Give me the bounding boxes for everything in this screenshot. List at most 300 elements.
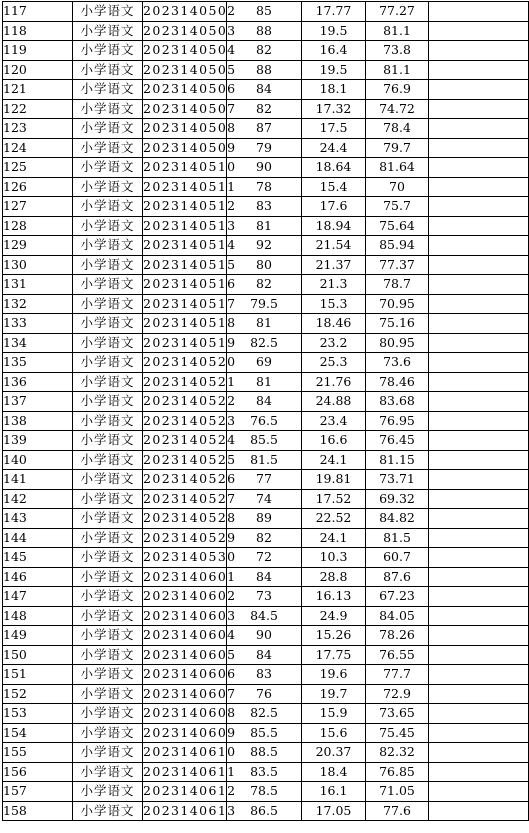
cell-interview-score: 16.1 [302, 782, 366, 802]
table-row [3, 216, 529, 236]
cell-candidate-id: 2023140513 [143, 216, 227, 236]
cell-remark [429, 177, 529, 197]
cell-remark [429, 431, 529, 451]
cell-serial-number: 151 [3, 665, 73, 685]
cell-interview-score: 24.1 [302, 450, 366, 470]
cell-remark [429, 411, 529, 431]
cell-subject: 小学语文 [73, 665, 143, 685]
cell-written-score: 79.5 [227, 294, 302, 314]
cell-written-score: 82 [227, 528, 302, 548]
cell-total-score: 85.94 [366, 236, 429, 256]
cell-candidate-id: 2023140601 [143, 567, 227, 587]
table-row [3, 158, 529, 178]
cell-remark [429, 216, 529, 236]
cell-serial-number: 155 [3, 743, 73, 763]
cell-written-score: 81 [227, 372, 302, 392]
cell-total-score: 77.27 [366, 2, 429, 22]
cell-subject: 小学语文 [73, 255, 143, 275]
cell-total-score: 81.1 [366, 60, 429, 80]
cell-interview-score: 15.26 [302, 626, 366, 646]
cell-written-score: 82 [227, 275, 302, 295]
cell-serial-number: 117 [3, 2, 73, 22]
table-row [3, 294, 529, 314]
cell-serial-number: 137 [3, 392, 73, 412]
score-table-body [3, 2, 529, 821]
cell-total-score: 67.23 [366, 587, 429, 607]
cell-subject: 小学语文 [73, 2, 143, 22]
cell-remark [429, 275, 529, 295]
table-row [3, 743, 529, 763]
cell-serial-number: 149 [3, 626, 73, 646]
cell-serial-number: 144 [3, 528, 73, 548]
cell-serial-number: 138 [3, 411, 73, 431]
cell-candidate-id: 2023140516 [143, 275, 227, 295]
cell-serial-number: 119 [3, 41, 73, 61]
cell-subject: 小学语文 [73, 548, 143, 568]
cell-total-score: 78.46 [366, 372, 429, 392]
cell-interview-score: 19.81 [302, 470, 366, 490]
cell-candidate-id: 2023140523 [143, 411, 227, 431]
cell-remark [429, 450, 529, 470]
cell-total-score: 77.6 [366, 801, 429, 821]
cell-serial-number: 145 [3, 548, 73, 568]
cell-interview-score: 24.1 [302, 528, 366, 548]
cell-subject: 小学语文 [73, 372, 143, 392]
cell-remark [429, 41, 529, 61]
cell-subject: 小学语文 [73, 80, 143, 100]
cell-written-score: 88.5 [227, 743, 302, 763]
cell-remark [429, 314, 529, 334]
cell-remark [429, 236, 529, 256]
cell-subject: 小学语文 [73, 684, 143, 704]
cell-candidate-id: 2023140609 [143, 723, 227, 743]
cell-candidate-id: 2023140605 [143, 645, 227, 665]
cell-total-score: 80.95 [366, 333, 429, 353]
table-row [3, 60, 529, 80]
cell-written-score: 82.5 [227, 333, 302, 353]
cell-serial-number: 130 [3, 255, 73, 275]
table-row [3, 645, 529, 665]
cell-serial-number: 124 [3, 138, 73, 158]
cell-interview-score: 16.4 [302, 41, 366, 61]
cell-serial-number: 147 [3, 587, 73, 607]
cell-interview-score: 18.94 [302, 216, 366, 236]
cell-interview-score: 25.3 [302, 353, 366, 373]
cell-serial-number: 154 [3, 723, 73, 743]
table-row [3, 801, 529, 821]
cell-candidate-id: 2023140506 [143, 80, 227, 100]
cell-subject: 小学语文 [73, 782, 143, 802]
table-row [3, 606, 529, 626]
table-row [3, 99, 529, 119]
cell-interview-score: 19.5 [302, 60, 366, 80]
cell-subject: 小学语文 [73, 431, 143, 451]
cell-total-score: 84.82 [366, 509, 429, 529]
cell-remark [429, 489, 529, 509]
cell-total-score: 76.85 [366, 762, 429, 782]
cell-total-score: 73.6 [366, 353, 429, 373]
cell-remark [429, 762, 529, 782]
cell-interview-score: 23.4 [302, 411, 366, 431]
cell-written-score: 84 [227, 645, 302, 665]
cell-candidate-id: 2023140507 [143, 99, 227, 119]
cell-total-score: 87.6 [366, 567, 429, 587]
cell-interview-score: 15.4 [302, 177, 366, 197]
cell-remark [429, 80, 529, 100]
cell-subject: 小学语文 [73, 314, 143, 334]
cell-serial-number: 126 [3, 177, 73, 197]
cell-serial-number: 134 [3, 333, 73, 353]
cell-interview-score: 19.7 [302, 684, 366, 704]
table-row [3, 528, 529, 548]
cell-serial-number: 157 [3, 782, 73, 802]
cell-candidate-id: 2023140612 [143, 782, 227, 802]
cell-candidate-id: 2023140613 [143, 801, 227, 821]
table-row [3, 782, 529, 802]
cell-written-score: 73 [227, 587, 302, 607]
cell-candidate-id: 2023140517 [143, 294, 227, 314]
cell-subject: 小学语文 [73, 392, 143, 412]
cell-subject: 小学语文 [73, 704, 143, 724]
cell-serial-number: 129 [3, 236, 73, 256]
cell-remark [429, 333, 529, 353]
cell-interview-score: 17.05 [302, 801, 366, 821]
cell-written-score: 88 [227, 21, 302, 41]
cell-written-score: 86.5 [227, 801, 302, 821]
cell-subject: 小学语文 [73, 762, 143, 782]
cell-total-score: 84.05 [366, 606, 429, 626]
cell-total-score: 69.32 [366, 489, 429, 509]
cell-serial-number: 118 [3, 21, 73, 41]
cell-written-score: 82.5 [227, 704, 302, 724]
cell-interview-score: 18.4 [302, 762, 366, 782]
table-row [3, 762, 529, 782]
cell-remark [429, 528, 529, 548]
cell-total-score: 76.95 [366, 411, 429, 431]
cell-candidate-id: 2023140528 [143, 509, 227, 529]
cell-total-score: 73.65 [366, 704, 429, 724]
cell-serial-number: 153 [3, 704, 73, 724]
cell-serial-number: 127 [3, 197, 73, 217]
cell-subject: 小学语文 [73, 138, 143, 158]
cell-remark [429, 509, 529, 529]
table-row [3, 489, 529, 509]
cell-written-score: 90 [227, 158, 302, 178]
cell-candidate-id: 2023140514 [143, 236, 227, 256]
cell-candidate-id: 2023140502 [143, 2, 227, 22]
cell-remark [429, 353, 529, 373]
cell-total-score: 75.64 [366, 216, 429, 236]
cell-interview-score: 17.5 [302, 119, 366, 139]
cell-subject: 小学语文 [73, 60, 143, 80]
cell-total-score: 72.9 [366, 684, 429, 704]
cell-candidate-id: 2023140511 [143, 177, 227, 197]
table-row [3, 255, 529, 275]
cell-remark [429, 606, 529, 626]
cell-interview-score: 21.76 [302, 372, 366, 392]
table-row [3, 138, 529, 158]
cell-serial-number: 150 [3, 645, 73, 665]
table-row [3, 626, 529, 646]
cell-written-score: 85.5 [227, 431, 302, 451]
cell-remark [429, 99, 529, 119]
cell-interview-score: 24.9 [302, 606, 366, 626]
table-row [3, 587, 529, 607]
cell-interview-score: 17.52 [302, 489, 366, 509]
cell-serial-number: 146 [3, 567, 73, 587]
cell-candidate-id: 2023140515 [143, 255, 227, 275]
table-row [3, 2, 529, 22]
cell-serial-number: 152 [3, 684, 73, 704]
cell-remark [429, 665, 529, 685]
cell-candidate-id: 2023140602 [143, 587, 227, 607]
score-table [2, 1, 529, 821]
cell-remark [429, 587, 529, 607]
cell-candidate-id: 2023140526 [143, 470, 227, 490]
cell-subject: 小学语文 [73, 353, 143, 373]
cell-subject: 小学语文 [73, 294, 143, 314]
cell-interview-score: 28.8 [302, 567, 366, 587]
cell-serial-number: 133 [3, 314, 73, 334]
cell-serial-number: 135 [3, 353, 73, 373]
cell-remark [429, 723, 529, 743]
cell-remark [429, 645, 529, 665]
cell-remark [429, 470, 529, 490]
cell-candidate-id: 2023140504 [143, 41, 227, 61]
cell-written-score: 76 [227, 684, 302, 704]
cell-candidate-id: 2023140525 [143, 450, 227, 470]
cell-candidate-id: 2023140606 [143, 665, 227, 685]
cell-total-score: 70 [366, 177, 429, 197]
cell-candidate-id: 2023140509 [143, 138, 227, 158]
cell-total-score: 79.7 [366, 138, 429, 158]
cell-remark [429, 743, 529, 763]
cell-remark [429, 255, 529, 275]
cell-candidate-id: 2023140524 [143, 431, 227, 451]
cell-total-score: 73.8 [366, 41, 429, 61]
cell-written-score: 72 [227, 548, 302, 568]
cell-interview-score: 18.1 [302, 80, 366, 100]
cell-total-score: 78.7 [366, 275, 429, 295]
cell-remark [429, 138, 529, 158]
cell-subject: 小学语文 [73, 528, 143, 548]
cell-interview-score: 19.6 [302, 665, 366, 685]
cell-interview-score: 22.52 [302, 509, 366, 529]
cell-written-score: 89 [227, 509, 302, 529]
cell-serial-number: 139 [3, 431, 73, 451]
table-row [3, 119, 529, 139]
cell-total-score: 75.45 [366, 723, 429, 743]
cell-subject: 小学语文 [73, 41, 143, 61]
table-row [3, 470, 529, 490]
cell-subject: 小学语文 [73, 801, 143, 821]
cell-remark [429, 372, 529, 392]
table-row [3, 704, 529, 724]
cell-serial-number: 122 [3, 99, 73, 119]
cell-interview-score: 18.46 [302, 314, 366, 334]
cell-subject: 小学语文 [73, 723, 143, 743]
cell-subject: 小学语文 [73, 275, 143, 295]
cell-subject: 小学语文 [73, 509, 143, 529]
cell-subject: 小学语文 [73, 587, 143, 607]
cell-serial-number: 140 [3, 450, 73, 470]
cell-total-score: 76.9 [366, 80, 429, 100]
table-row [3, 411, 529, 431]
table-row [3, 275, 529, 295]
table-row [3, 353, 529, 373]
cell-serial-number: 131 [3, 275, 73, 295]
cell-remark [429, 119, 529, 139]
cell-remark [429, 60, 529, 80]
cell-remark [429, 801, 529, 821]
cell-interview-score: 21.54 [302, 236, 366, 256]
table-row [3, 197, 529, 217]
cell-remark [429, 782, 529, 802]
cell-candidate-id: 2023140503 [143, 21, 227, 41]
cell-serial-number: 141 [3, 470, 73, 490]
cell-interview-score: 21.3 [302, 275, 366, 295]
cell-candidate-id: 2023140610 [143, 743, 227, 763]
cell-subject: 小学语文 [73, 470, 143, 490]
cell-total-score: 76.55 [366, 645, 429, 665]
cell-written-score: 84 [227, 392, 302, 412]
cell-serial-number: 142 [3, 489, 73, 509]
cell-written-score: 83 [227, 197, 302, 217]
cell-serial-number: 136 [3, 372, 73, 392]
cell-subject: 小学语文 [73, 645, 143, 665]
cell-subject: 小学语文 [73, 216, 143, 236]
cell-serial-number: 143 [3, 509, 73, 529]
cell-subject: 小学语文 [73, 489, 143, 509]
cell-remark [429, 567, 529, 587]
cell-interview-score: 16.6 [302, 431, 366, 451]
table-row [3, 314, 529, 334]
cell-written-score: 79 [227, 138, 302, 158]
cell-candidate-id: 2023140512 [143, 197, 227, 217]
table-row [3, 21, 529, 41]
cell-written-score: 78.5 [227, 782, 302, 802]
cell-interview-score: 24.4 [302, 138, 366, 158]
cell-total-score: 82.32 [366, 743, 429, 763]
cell-written-score: 87 [227, 119, 302, 139]
cell-serial-number: 120 [3, 60, 73, 80]
cell-total-score: 73.71 [366, 470, 429, 490]
cell-written-score: 81.5 [227, 450, 302, 470]
table-row [3, 723, 529, 743]
cell-interview-score: 15.3 [302, 294, 366, 314]
cell-interview-score: 16.13 [302, 587, 366, 607]
cell-subject: 小学语文 [73, 21, 143, 41]
cell-written-score: 85 [227, 2, 302, 22]
cell-serial-number: 158 [3, 801, 73, 821]
cell-interview-score: 18.64 [302, 158, 366, 178]
cell-candidate-id: 2023140510 [143, 158, 227, 178]
cell-written-score: 84 [227, 80, 302, 100]
table-row [3, 450, 529, 470]
cell-serial-number: 132 [3, 294, 73, 314]
cell-serial-number: 128 [3, 216, 73, 236]
cell-remark [429, 2, 529, 22]
cell-written-score: 80 [227, 255, 302, 275]
cell-written-score: 74 [227, 489, 302, 509]
cell-candidate-id: 2023140519 [143, 333, 227, 353]
cell-written-score: 77 [227, 470, 302, 490]
cell-total-score: 78.26 [366, 626, 429, 646]
table-row [3, 177, 529, 197]
cell-serial-number: 121 [3, 80, 73, 100]
cell-written-score: 83 [227, 665, 302, 685]
cell-subject: 小学语文 [73, 99, 143, 119]
cell-interview-score: 24.88 [302, 392, 366, 412]
table-row [3, 80, 529, 100]
cell-total-score: 75.7 [366, 197, 429, 217]
table-row [3, 684, 529, 704]
table-row [3, 509, 529, 529]
cell-subject: 小学语文 [73, 626, 143, 646]
cell-written-score: 84 [227, 567, 302, 587]
cell-total-score: 76.45 [366, 431, 429, 451]
cell-written-score: 69 [227, 353, 302, 373]
cell-interview-score: 17.32 [302, 99, 366, 119]
table-row [3, 333, 529, 353]
cell-total-score: 81.5 [366, 528, 429, 548]
cell-subject: 小学语文 [73, 333, 143, 353]
cell-total-score: 60.7 [366, 548, 429, 568]
cell-total-score: 81.15 [366, 450, 429, 470]
cell-total-score: 71.05 [366, 782, 429, 802]
cell-interview-score: 17.77 [302, 2, 366, 22]
cell-subject: 小学语文 [73, 743, 143, 763]
table-row [3, 236, 529, 256]
cell-interview-score: 23.2 [302, 333, 366, 353]
cell-remark [429, 548, 529, 568]
cell-subject: 小学语文 [73, 606, 143, 626]
cell-written-score: 76.5 [227, 411, 302, 431]
cell-candidate-id: 2023140522 [143, 392, 227, 412]
table-row [3, 372, 529, 392]
cell-candidate-id: 2023140608 [143, 704, 227, 724]
cell-written-score: 88 [227, 60, 302, 80]
cell-serial-number: 148 [3, 606, 73, 626]
cell-total-score: 78.4 [366, 119, 429, 139]
cell-subject: 小学语文 [73, 177, 143, 197]
cell-interview-score: 15.6 [302, 723, 366, 743]
table-row [3, 392, 529, 412]
cell-written-score: 83.5 [227, 762, 302, 782]
cell-remark [429, 684, 529, 704]
cell-total-score: 74.72 [366, 99, 429, 119]
cell-total-score: 81.1 [366, 21, 429, 41]
cell-written-score: 92 [227, 236, 302, 256]
cell-remark [429, 158, 529, 178]
cell-remark [429, 294, 529, 314]
cell-remark [429, 626, 529, 646]
table-row [3, 567, 529, 587]
cell-subject: 小学语文 [73, 197, 143, 217]
cell-candidate-id: 2023140604 [143, 626, 227, 646]
cell-total-score: 81.64 [366, 158, 429, 178]
table-row [3, 665, 529, 685]
table-row [3, 41, 529, 61]
cell-total-score: 83.68 [366, 392, 429, 412]
cell-subject: 小学语文 [73, 236, 143, 256]
cell-serial-number: 156 [3, 762, 73, 782]
cell-interview-score: 21.37 [302, 255, 366, 275]
cell-interview-score: 17.75 [302, 645, 366, 665]
cell-subject: 小学语文 [73, 119, 143, 139]
cell-candidate-id: 2023140508 [143, 119, 227, 139]
cell-interview-score: 19.5 [302, 21, 366, 41]
